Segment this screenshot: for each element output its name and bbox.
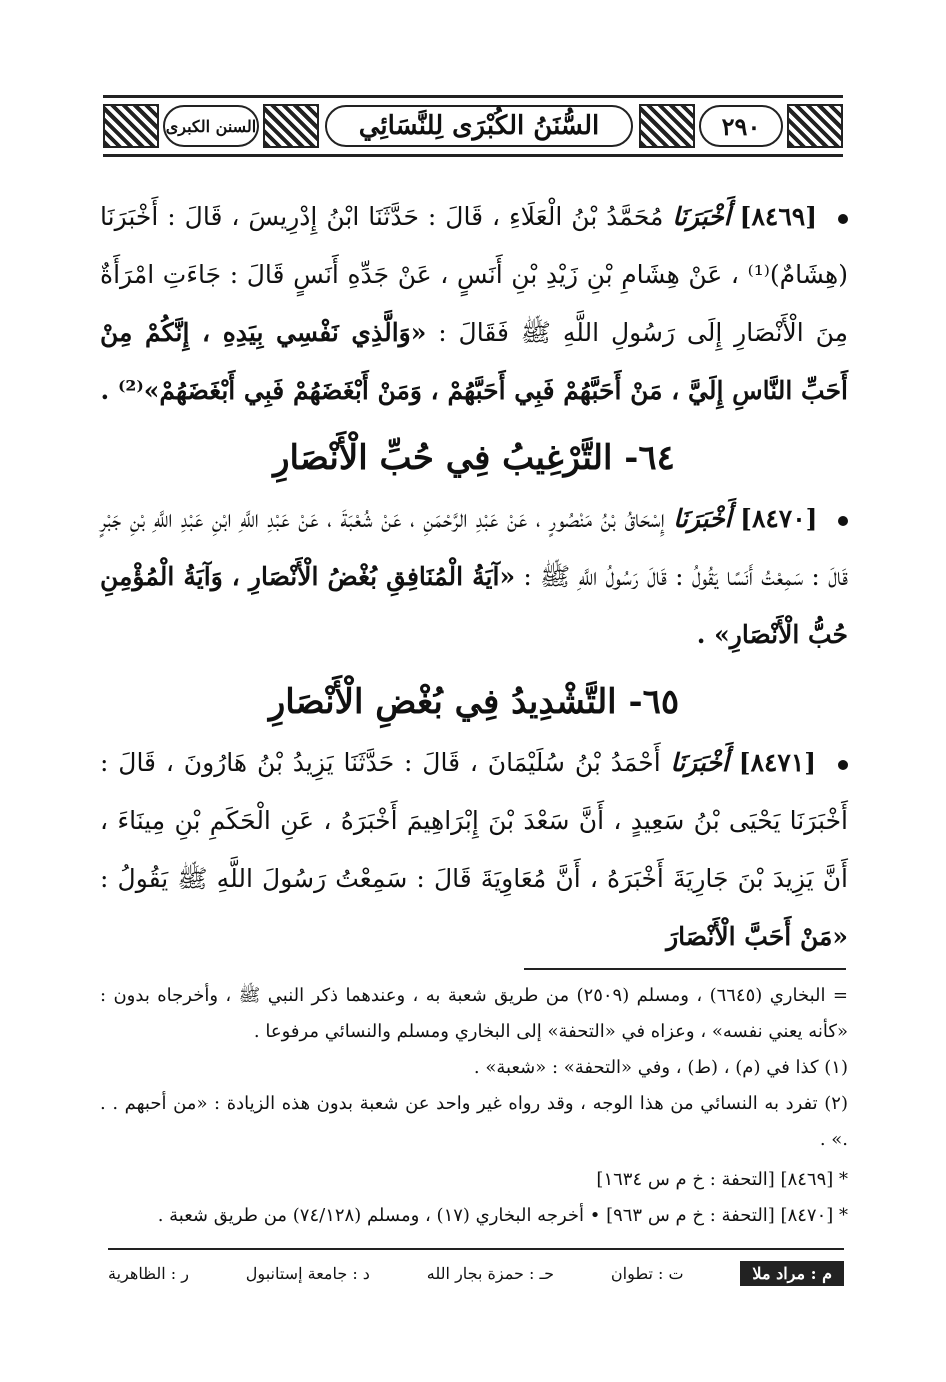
siglum-item: ر : الظاهرية: [108, 1263, 189, 1283]
chapter-heading-64: ٦٤- التَّرْغِيبُ فِي حُبِّ الْأَنْصَارِ: [273, 438, 675, 478]
isnad-text: أَحْمَدُ بْنُ سُلَيْمَانَ ، قَالَ : حَدَّثَنَا يَزِيدُ بْنُ هَارُونَ ، قَالَ : أَخْبَرَنَا يَحْيَى بْنُ سَعِيدٍ ، أَنَّ سَعْدَ بْنَ إِبْرَاهِيمَ أَخْبَرَهُ ، عَنِ الْحَكَمِ بْنِ مِينَاءَ ، أَنَّ يَزِيدَ بْنَ جَارِيَةَ أَخْبَرَهُ ، أَنَّ مُعَاوِيَةَ قَالَ : سَمِعْتُ رَسُولَ اللَّهِ ﷺ يَقُولُ :: [100, 748, 848, 893]
bullet-icon: [838, 516, 848, 526]
page-header: [103, 95, 843, 157]
hadith-number: [٨٤٧٠]: [740, 504, 818, 533]
narration-word: أَخْبَرَنَا: [672, 202, 731, 231]
siglum-item: حـ : حمزة بجار الله: [426, 1263, 555, 1283]
matn-text: «مَنْ أَحَبَّ الْأَنْصَارَ: [666, 922, 848, 951]
chapter-heading-65: ٦٥- التَّشْدِيدُ فِي بُغْضِ الْأَنْصَارِ: [268, 682, 680, 722]
narration-word: أَخْبَرَنَا: [670, 748, 729, 777]
hadith-8469: [100, 188, 848, 420]
hadith-8470: [100, 490, 848, 664]
tuhfa-ref-8469: * [٨٤٦٩] [التحفة : خ م س ١٦٣٤]: [596, 1169, 848, 1190]
ornament-right: [787, 104, 843, 148]
main-text: [100, 188, 848, 966]
ornament-mid-right: [639, 104, 695, 148]
siglum-item: د : جامعة إستانبول: [245, 1263, 370, 1283]
footnote-continued: = البخاري (٦٦٤٥) ، ومسلم (٢٥٠٩) من طريق شعبة به ، وعندهما ذكر النبي ﷺ ، وأخرجاه بدون : «كأنه يعني نفسه» ، وعزاه في «التحفة» إلى البخاري ومسلم والنسائي مرفوعا .: [100, 985, 848, 1042]
narration-word: أَخْبَرَنَا: [673, 504, 732, 533]
hadith-number: [٨٤٦٩]: [739, 202, 818, 231]
manuscript-sigla-bar: [108, 1258, 844, 1288]
book-logo-text: السنن الكبرى: [165, 116, 257, 136]
siglum-tag: م : مراد ملا: [740, 1261, 844, 1286]
matn-text: «آيَةُ الْمُنَافِقِ بُغْضُ الْأَنْصَارِ ، وَآيَةُ الْمُؤْمِنِ حُبُّ الْأَنْصَارِ» .: [100, 562, 848, 649]
book-logo: [163, 105, 259, 147]
hadith-number: [٨٤٧١]: [738, 748, 817, 777]
matn-text: «وَالَّذِي نَفْسِي بِيَدِهِ ، إِنَّكُمْ مِنْ أَحَبِّ النَّاسِ إِلَيَّ ، مَنْ أَحَبَّهُمْ فَبِي أَحَبَّهُمْ ، وَمَنْ أَبْغَضَهُمْ فَبِي أَبْغَضَهُمْ»⁽²⁾ .: [100, 318, 848, 405]
page-number-box: [699, 105, 783, 147]
footnote-1: (١) كذا في (م) ، (ط) ، وفي «التحفة» : «شعبة» .: [473, 1057, 848, 1078]
isnad-text: مُحَمَّدُ بْنُ الْعَلَاءِ ، قَالَ : حَدَّثَنَا ابْنُ إِدْرِيسَ ، قَالَ : أَخْبَرَنَا (هِشَامٌ)⁽¹⁾ ، عَنْ هِشَامِ بْنِ زَيْدِ بْنِ أَنَسٍ ، عَنْ جَدِّهِ أَنَسٍ قَالَ : جَاءَتِ امْرَأَةٌ مِنَ الْأَنْصَارِ إِلَى رَسُولِ اللَّهِ ﷺ فَقَالَ :: [100, 202, 849, 347]
footnote-2: (٢) تفرد به النسائي من هذا الوجه ، وقد رواه غير واحد عن شعبة بدون هذه الزيادة : «من أحبهم . . .» .: [100, 1093, 848, 1150]
footnote-divider: [524, 968, 846, 970]
ornament-mid-left: [263, 104, 319, 148]
bullet-icon: [838, 760, 848, 770]
bottom-divider: [108, 1248, 844, 1250]
isnad-text: إِسْحَاقُ بْنُ مَنْصُورٍ ، عَنْ عَبْدِ الرَّحْمَنِ ، عَنْ شُعْبَةَ ، عَنْ عَبْدِ اللَّهِ ابْنِ عَبْدِ اللَّهِ بْنِ جَبْرٍ قَالَ : سَمِعْتُ أَنَسًا يَقُولُ : قَالَ رَسُولُ اللَّهِ ﷺ :: [100, 504, 848, 591]
book-title: السُّنَنُ الكُبْرَى لِلنَّسَائِي: [358, 111, 600, 141]
hadith-8471: [100, 734, 848, 966]
page-number: ٢٩٠: [721, 111, 761, 141]
ornament-left: [103, 104, 159, 148]
siglum-item: ت : تطوان: [610, 1263, 684, 1283]
tuhfa-ref-8470: * [٨٤٧٠] [التحفة : خ م س ٩٦٣] • أخرجه البخاري (١٧) ، ومسلم (٧٤/١٢٨) من طريق شعبة .: [157, 1205, 848, 1226]
bullet-icon: [838, 214, 848, 224]
footnotes: [100, 978, 848, 1234]
book-title-box: [325, 105, 633, 147]
